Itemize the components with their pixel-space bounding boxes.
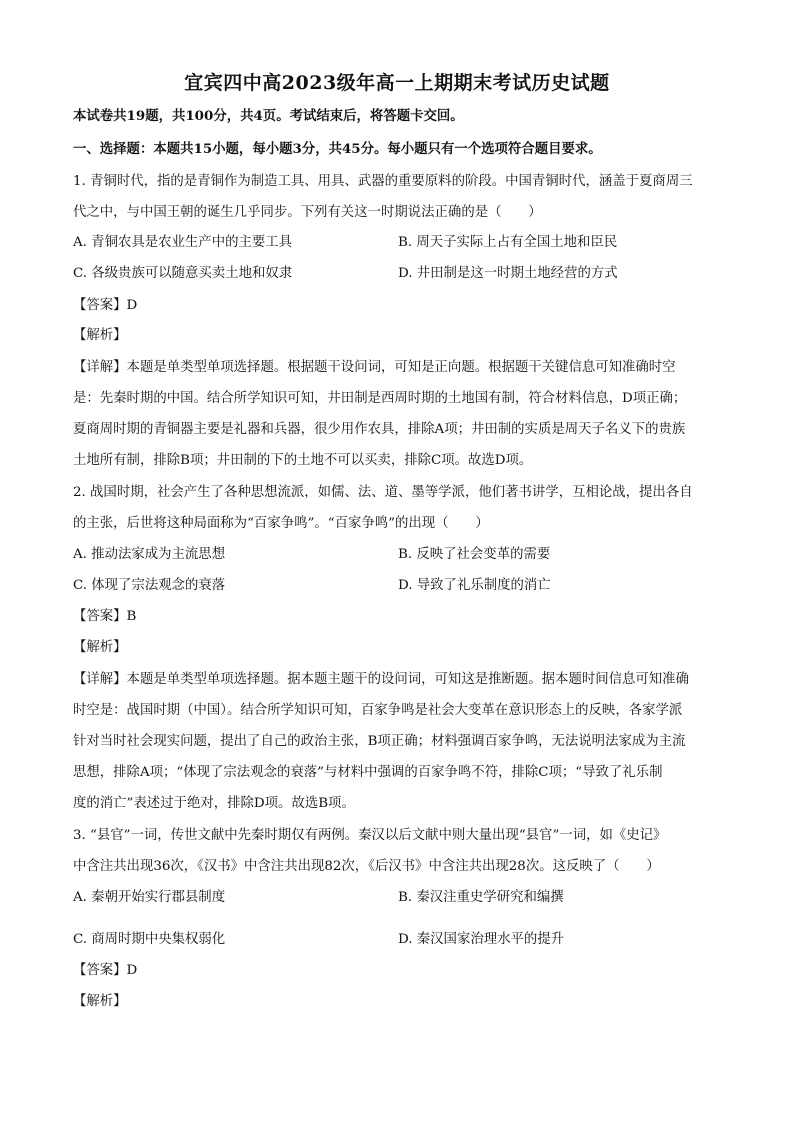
q3-answer: 【答案】D xyxy=(73,963,138,978)
q1-stem-line-2: 代之中，与中国王朝的诞生几乎同步。下列有关这一时期说法正确的是（ ） xyxy=(73,205,542,220)
q1-detail-line-2: 是：先秦时期的中国。结合所学知识可知，井田制是西周时期的土地国有制，符合材料信息，D项正确； xyxy=(73,391,687,406)
q3-analysis-label: 【解析】 xyxy=(73,994,127,1009)
q1-detail-line-4: 土地所有制，排除B项；井田制的下的土地不可以买卖，排除C项。故选D项。 xyxy=(73,453,533,468)
q3-stem-line-1: 3. “县官”一词，传世文献中先秦时期仅有两例。秦汉以后文献中则大量出现“县官”一词，如《史记》 xyxy=(73,828,667,843)
q2-option-c: C. 体现了宗法观念的衰落 xyxy=(73,578,226,593)
q2-analysis-label: 【解析】 xyxy=(73,640,127,655)
q2-detail-line-3: 针对当时社会现实问题，提出了自己的政治主张，B项正确；材料强调百家争鸣，无法说明法家成为主流 xyxy=(73,734,686,749)
q1-detail-line-3: 夏商周时期的青铜器主要是礼器和兵器，很少用作农具，排除A项；井田制的实质是周天子名义下的贵族 xyxy=(73,422,686,437)
q3-option-d: D. 秦汉国家治理水平的提升 xyxy=(398,932,565,947)
q1-stem-line-1: 1. 青铜时代，指的是青铜作为制造工具、用具、武器的重要原料的阶段。中国青铜时代，涵盖于夏商周三 xyxy=(73,174,693,189)
q1-option-c: C. 各级贵族可以随意买卖土地和奴隶 xyxy=(73,266,293,281)
q1-analysis-label: 【解析】 xyxy=(73,328,127,343)
q1-option-d: D. 井田制是这一时期土地经营的方式 xyxy=(398,266,618,281)
q1-detail-line-1: 【详解】本题是单类型单项选择题。根据题干设问词，可知是正向题。根据题干关键信息可知准确时空 xyxy=(73,360,676,375)
q2-detail-line-1: 【详解】本题是单类型单项选择题。据本题主题干的设问词，可知这是推断题。据本题时间信息可知准确 xyxy=(73,672,689,687)
q1-answer: 【答案】D xyxy=(73,298,138,313)
section-heading: 一、选择题：本题共15小题，每小题3分，共45分。每小题只有一个选项符合题目要求。 xyxy=(73,141,602,157)
q1-option-b: B. 周天子实际上占有全国土地和臣民 xyxy=(398,235,618,250)
q1-option-a: A. 青铜农具是农业生产中的主要工具 xyxy=(73,235,293,250)
q2-detail-line-5: 度的消亡”表述过于绝对，排除D项。故选B项。 xyxy=(73,796,355,811)
q3-option-b: B. 秦汉注重史学研究和编撰 xyxy=(398,890,564,905)
q2-option-d: D. 导致了礼乐制度的消亡 xyxy=(398,578,551,593)
q2-option-b: B. 反映了社会变革的需要 xyxy=(398,547,551,562)
q2-option-a: A. 推动法家成为主流思想 xyxy=(73,547,226,562)
q2-stem-line-2: 的主张，后世将这种局面称为“百家争鸣”。“百家争鸣”的出现（ ） xyxy=(73,516,489,531)
q3-option-c: C. 商周时期中央集权弱化 xyxy=(73,932,226,947)
page-title: 宜宾四中高2023级年高一上期期末考试历史试题 xyxy=(184,72,610,94)
q3-option-a: A. 秦朝开始实行郡县制度 xyxy=(73,890,226,905)
exam-intro: 本试卷共19题，共100分，共4页。考试结束后，将答题卡交回。 xyxy=(73,108,464,124)
q2-detail-line-2: 时空是：战国时期（中国）。结合所学知识可知，百家争鸣是社会大变革在意识形态上的反映，各家学派 xyxy=(73,703,683,718)
q2-detail-line-4: 思想，排除A项；“体现了宗法观念的衰落”与材料中强调的百家争鸣不符，排除C项；“导致了礼乐制 xyxy=(73,765,663,780)
q2-stem-line-1: 2. 战国时期，社会产生了各种思想流派，如儒、法、道、墨等学派，他们著书讲学，互相论战，提出各自 xyxy=(73,485,693,500)
q3-stem-line-2: 中含注共出现36次，《汉书》中含注共出现82次，《后汉书》中含注共出现28次。这反映了（ ） xyxy=(73,859,660,874)
q2-answer: 【答案】B xyxy=(73,609,137,624)
